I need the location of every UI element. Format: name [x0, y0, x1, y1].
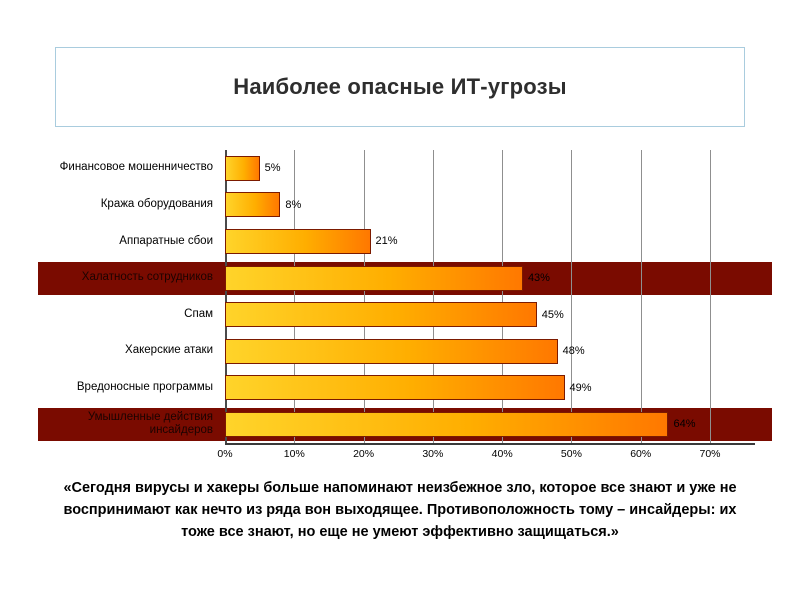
x-tick-label: 0% — [217, 448, 233, 460]
x-axis-line — [225, 443, 755, 445]
bar — [225, 229, 371, 254]
category-label: Умышленные действия инсайдеров — [87, 410, 213, 437]
value-label: 21% — [375, 235, 398, 248]
x-tick-label: 30% — [422, 448, 444, 460]
slide-title: Наиболее опасные ИТ-угрозы — [233, 74, 567, 99]
bar-chart — [38, 150, 772, 460]
category-label: Вредоносные программы — [76, 380, 213, 393]
gridline — [641, 150, 642, 443]
bar — [225, 339, 558, 364]
x-tick-label: 70% — [699, 448, 721, 460]
category-label: Халатность сотрудников — [81, 271, 213, 284]
value-label: 49% — [569, 381, 592, 394]
quote-text: «Сегодня вирусы и хакеры больше напоминают неизбежное зло, которое все знают и уже не воспринимают как нечто из ряда вон выходящее. Противоположность тому – инсайдеры: их тоже все знают, но еще не умеют эффективно защищаться.» — [63, 480, 737, 540]
x-tick-label: 20% — [353, 448, 375, 460]
value-label: 45% — [541, 308, 564, 321]
bar — [225, 156, 260, 181]
bar — [225, 412, 668, 437]
bar — [225, 192, 280, 217]
x-tick-label: 60% — [630, 448, 652, 460]
title-box — [55, 47, 745, 127]
category-label: Кража оборудования — [100, 197, 213, 210]
bar — [225, 302, 537, 327]
category-label: Спам — [184, 307, 213, 320]
value-label: 64% — [673, 418, 696, 431]
x-tick-label: 40% — [491, 448, 513, 460]
category-label: Финансовое мошенничество — [59, 161, 213, 174]
x-tick-label: 10% — [283, 448, 305, 460]
bar — [225, 375, 565, 400]
value-label: 48% — [562, 345, 585, 358]
value-label: 43% — [527, 272, 550, 285]
value-label: 8% — [285, 198, 302, 211]
category-label: Хакерские атаки — [125, 344, 213, 357]
category-label: Аппаратные сбои — [119, 234, 213, 247]
value-label: 5% — [264, 162, 281, 175]
x-tick-label: 50% — [560, 448, 582, 460]
bar — [225, 266, 523, 291]
gridline — [710, 150, 711, 443]
